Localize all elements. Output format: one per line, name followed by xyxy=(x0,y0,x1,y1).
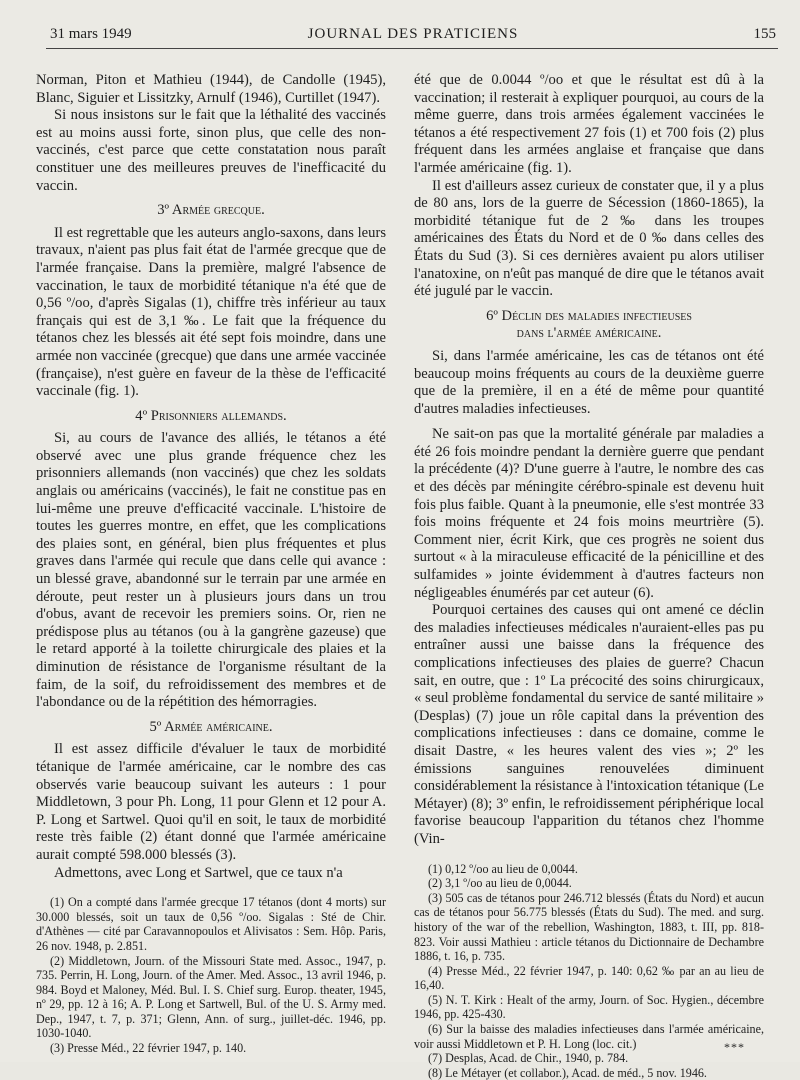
footnote: (3) 505 cas de tétanos pour 246.712 blessés (États du Nord) et aucun cas de tétanos pour 56.775 blessés (États du Sud). The med. and surg. history of the war of the rebellion, Washington, 1883, t. III, pp. 818-823. Voir aussi Mathieu : article tétanos du Dictionnaire de Dechambre 1886, t. 16, p. 735. xyxy=(414,890,764,964)
paragraph: Pourquoi certaines des causes qui ont amené ce déclin des maladies infectieuses médicales n'auraient-elles pas pu entraîner aussi une baisse dans la fréquence des complications infectieuses des plaies de guerre? Chacun sait, en outre, que : 1º La précocité des soins chirurgicaux, « seul problème fondamental du service de santé militaire » (Desplas) (7) joue un rôle capital dans la prévention des complications infectieuses : dans ce domaine, comme le disait Dastre, « les heures valent des vies »; 2º les émissions sanguines renouvelées diminuent considérablement la résistance à l'intoxication tétanique (Le Métayer) (8); 3º enfin, le refroidissement périphérique local favorise beaucoup l'apparition du tétanos chez l'homme (Vin- xyxy=(414,602,764,847)
left-column xyxy=(36,72,386,1056)
footnotes-right xyxy=(414,862,764,1080)
heading-line: 6º Déclin des maladies infectieuses xyxy=(486,307,692,324)
journal-title: JOURNAL DES PRATICIENS xyxy=(307,26,519,42)
footnote: (5) N. T. Kirk : Healt of the army, Journ. of Soc. Hygien., décembre 1946, pp. 425-430. xyxy=(414,992,764,1022)
section-heading-american-army: 5º Armée américaine. xyxy=(149,718,273,735)
page-number: 155 xyxy=(753,26,776,42)
footnotes-left xyxy=(36,895,386,1056)
end-ornament: *** xyxy=(724,1040,745,1054)
right-column xyxy=(414,72,764,1080)
footnote: (2) Middletown, Journ. of the Missouri State med. Assoc., 1947, p. 735. Perrin, H. Long, Journ. of the Amer. Med. Assoc., 13 avril 1946, p. 984. Boyd et Maloney, Méd. Bul. I. S. Chief surg. Europ. theater, 1945, nº 29, pp. 12 à 16; A. P. Long et Sartwell, Bul. of the U. S. Army med. Dep., 1947, t. 7, p. 371; Glenn, Ann. of surg., juillet-déc. 1946, pp. 1030-1040. xyxy=(36,953,386,1041)
paragraph: Il est regrettable que les auteurs anglo-saxons, dans leurs travaux, n'aient pas plus fait état de l'armée grecque que de l'armée française. Dans la première, malgré l'absence de vaccination, le taux de morbidité tétanique n'a été que de 0,56 º/oo, d'après Sigalas (1), chiffre très inférieur au taux français qui est de 3,1 ‰. Le fait que la fréquence du tétanos chez les blessés ait été sept fois moindre, dans une armée non vaccinée (grecque) que dans une armée vaccinée (française), n'est guère en faveur de la thèse de l'efficacité vaccinale (fig. 1). xyxy=(36,224,386,400)
paragraph: été que de 0.0044 º/oo et que le résultat est dû à la vaccination; il resterait à expliquer pourquoi, au cours de la même guerre, dans trois armées également vaccinées le tétanos a été respectivement 27 fois (1) et 700 fois (2) plus fréquent dans les armées anglaise et française que dans l'armée américaine (fig. 1). xyxy=(414,72,764,176)
paragraph: Il est assez difficile d'évaluer le taux de morbidité tétanique de l'armée américaine, car le nombre des cas observés varie beaucoup suivant les auteurs : 1 pour Middletown, 3 pour Ph. Long, 11 pour Glenn et 12 pour A. P. Long et Sartwel. Quoi qu'il en soit, le taux de morbidité reste très faible (2) étant donné que l'armée américaine aurait compté 598.000 blessés (3). xyxy=(36,741,386,863)
paragraph: Si, au cours de l'avance des alliés, le tétanos a été observé avec une plus grande fréquence chez les prisonniers allemands (non vaccinés) que chez les soldats anglais ou américains (vaccinés), le fait ne constitue pas en lui-même une preuve d'efficacité vaccinale. L'histoire de toutes les guerres montre, en effet, que les complications des plaies sont, en général, bien plus fréquentes et plus graves dans l'armée qui recule que dans celle qui avance : un blessé grave, abandonné sur le terrain par une armée en déroute, peut rester un à plusieurs jours dans un trou d'obus, avant de recevoir les premiers soins. Or, rien ne prédispose plus au tétanos (ou à la gangrène gazeuse) que le retard apporté à la toilette chirurgicale des plaies et la diminution de résistance de l'organisme résultant de la faim, de la soif, du refroidissement des membres et de l'abondance ou de la répétition des hémorragies. xyxy=(36,430,386,711)
section-heading-decline xyxy=(414,308,764,343)
paragraph: Si nous insistons sur le fait que la léthalité des vaccinés est au moins aussi forte, sinon plus, que celle des non-vaccinés, c'est parce que cette constatation nous paraît constituer une des meilleures preuves de l'inefficacité du vaccin. xyxy=(36,107,386,194)
section-heading-greek-army: 3º Armée grecque. xyxy=(157,202,265,219)
footnote: (6) Sur la baisse des maladies infectieuses dans l'armée américaine, voir aussi Middletown et P. H. Long (loc. cit.) xyxy=(414,1022,764,1051)
footnote: (2) 3,1 º/oo au lieu de 0,0044. xyxy=(428,876,572,891)
footnote: (1) On a compté dans l'armée grecque 17 tétanos (dont 4 morts) sur 30.000 blessés, soit un taux de 0,56 º/oo. Sigalas : Sté de Chir. d'Athènes — cité par Caravannopoulos et Alivisatos : Sem. Hôp. Paris, 26 nov. 1948, p. 2.851. xyxy=(36,895,386,953)
paragraph: Norman, Piton et Mathieu (1944), de Candolle (1945), Blanc, Siguier et Lissitzky, Arnulf (1946), Curtillet (1947). xyxy=(36,72,386,106)
footnote: (3) Presse Méd., 22 février 1947, p. 140. xyxy=(50,1041,247,1056)
paragraph: Si, dans l'armée américaine, les cas de tétanos ont été beaucoup moins fréquents au cours de la deuxième guerre que de la première, il en a été de même pour quantité d'autres maladies infectieuses. xyxy=(414,347,764,417)
paragraph: Il est d'ailleurs assez curieux de constater que, il y a plus de 80 ans, lors de la guerre de Sécession (1860-1865), la morbidité tétanique fut de 2 ‰ dans les troupes américaines des États du Nord et de 0 ‰ dans celles des États du Sud (3). Si ces dernières avaient pu alors utiliser l'anatoxine, on n'eût pas manqué de dire que le tétanos avait été jugulé par le vaccin. xyxy=(414,177,764,300)
header-rule xyxy=(46,48,778,49)
footnote: (1) 0,12 º/oo au lieu de 0,0044. xyxy=(428,861,578,876)
footnote: (7) Desplas, Acad. de Chir., 1940, p. 784. xyxy=(428,1051,629,1066)
running-header xyxy=(50,26,776,46)
paragraph: Admettons, avec Long et Sartwel, que ce taux n'a xyxy=(54,864,343,881)
paragraph: Ne sait-on pas que la mortalité générale par maladies a été 26 fois moindre pendant la dernière guerre que pendant la précédente (4)? D'une guerre à l'autre, le nombre des cas et des décès par méningite cérébro-spinale est devenu huit fois plus faible. Quant à la pneumonie, elle s'est montrée 33 fois moins fréquente et 24 fois moins meurtrière (5). Comment nier, écrit Kirk, que ces progrès ne soient dus surtout « à la miraculeuse efficacité de la pénicilline et des sulfamides » jointe évidemment à d'autres facteurs non négligeables énumérés par cet auteur (6). xyxy=(414,426,764,601)
header-date: 31 mars 1949 xyxy=(50,26,132,42)
footnote: (4) Presse Méd., 22 février 1947, p. 140: 0,62 ‰ par an au lieu de 16,40. xyxy=(414,963,764,993)
footnote: (8) Le Métayer (et collabor.), Acad. de méd., 5 nov. 1946. xyxy=(428,1065,707,1080)
heading-line: dans l'armée américaine. xyxy=(516,325,662,342)
section-heading-german-prisoners: 4º Prisonniers allemands. xyxy=(135,407,287,424)
